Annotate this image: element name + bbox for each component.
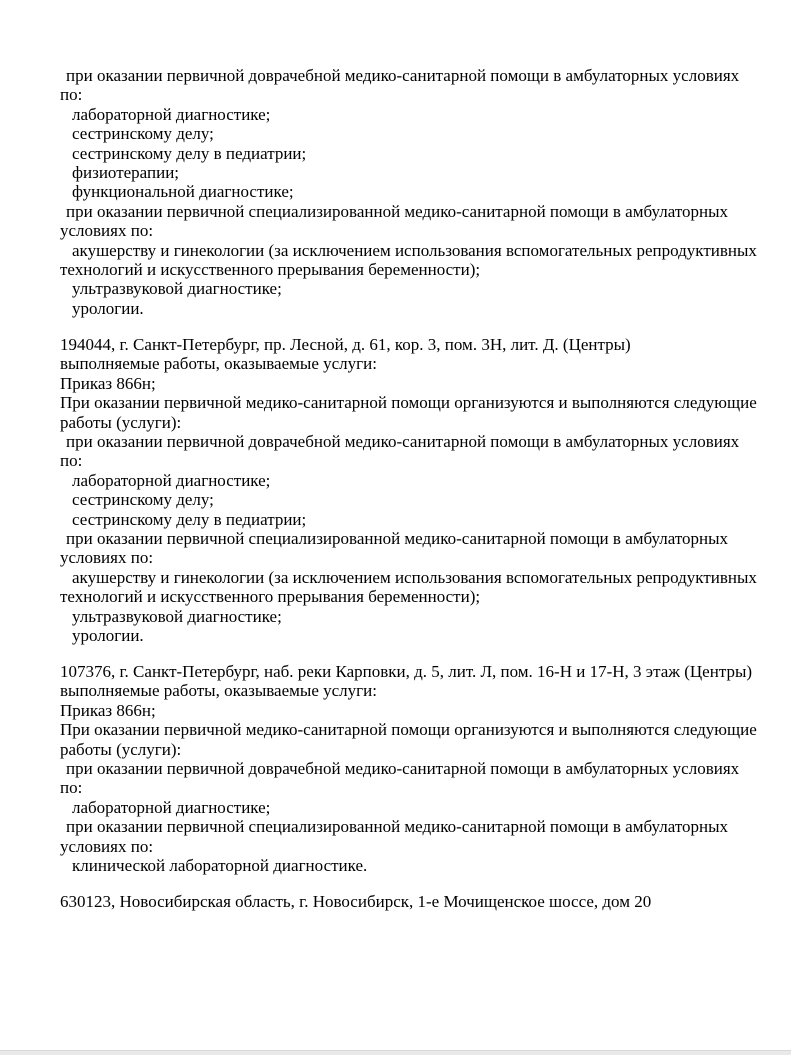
document-line: сестринскому делу в педиатрии; [72,509,307,529]
document-line: урологии. [72,625,144,645]
document-line: акушерству и гинекологии (за исключением использования вспомогательных репродуктивных [72,240,757,260]
document-line: урологии. [72,298,144,318]
address-block-lesnoy [0,335,791,646]
document-line: сестринскому делу в педиатрии; [72,143,307,163]
document-line: При оказании первичной медико-санитарной помощи организуются и выполняются следующие [60,720,757,740]
address-line: 194044, г. Санкт-Петербург, пр. Лесной, д. 61, кор. 3, пом. 3Н, лит. Д. (Центры) [60,334,631,354]
document-line: функциональной диагностике; [72,182,294,202]
document-line: физиотерапии; [72,163,180,183]
license-works-section [0,66,791,318]
document-line: технологий и искусственного прерывания беременности); [60,260,481,280]
document-line: выполняемые работы, оказываемые услуги: [60,681,377,701]
document-line: технологий и искусственного прерывания беременности); [60,587,481,607]
document-line: при оказании первичной доврачебной медико-санитарной помощи в амбулаторных условиях [66,431,740,451]
document-line: по: [60,451,83,471]
bottom-divider [0,1050,791,1055]
document-line: выполняемые работы, оказываемые услуги: [60,354,377,374]
document-line: при оказании первичной доврачебной медико-санитарной помощи в амбулаторных условиях [66,66,740,85]
address-line: 107376, г. Санкт-Петербург, наб. реки Карповки, д. 5, лит. Л, пом. 16-Н и 17-Н, 3 этаж (Центры) [60,661,753,681]
document-line: условиях по: [60,221,154,241]
document-line: лабораторной диагностике; [72,470,271,490]
address-block-karpovka [0,662,791,875]
address-block-novosibirsk [0,892,791,911]
document-line: при оказании первичной специализированной медико-санитарной помощи в амбулаторных [66,528,729,548]
document-line: работы (услуги): [60,412,182,432]
document-line: акушерству и гинекологии (за исключением использования вспомогательных репродуктивных [72,567,757,587]
address-line: 630123, Новосибирская область, г. Новосибирск, 1-е Мочищенское шоссе, дом 20 [60,892,652,912]
document-line: при оказании первичной доврачебной медико-санитарной помощи в амбулаторных условиях [66,759,740,778]
document-line: лабораторной диагностике; [72,104,271,124]
document-line: клинической лабораторной диагностике. [72,856,368,876]
document-line: условиях по: [60,548,154,568]
document-line: лабораторной диагностике; [72,797,271,817]
document-line: при оказании первичной специализированной медико-санитарной помощи в амбулаторных [66,201,729,221]
document-line: сестринскому делу; [72,490,214,510]
document-line: по: [60,778,83,798]
document-line: ультразвуковой диагностике; [72,279,282,299]
document-line: условиях по: [60,836,154,856]
document-line: Приказ 866н; [60,700,156,720]
document-line: ультразвуковой диагностике; [72,606,282,626]
document-line: при оказании первичной специализированной медико-санитарной помощи в амбулаторных [66,817,729,837]
document-line: Приказ 866н; [60,373,156,393]
document-line: сестринскому делу; [72,124,214,144]
document-line: При оказании первичной медико-санитарной помощи организуются и выполняются следующие [60,393,757,413]
document-line: работы (услуги): [60,739,182,759]
document-line: по: [60,85,83,105]
